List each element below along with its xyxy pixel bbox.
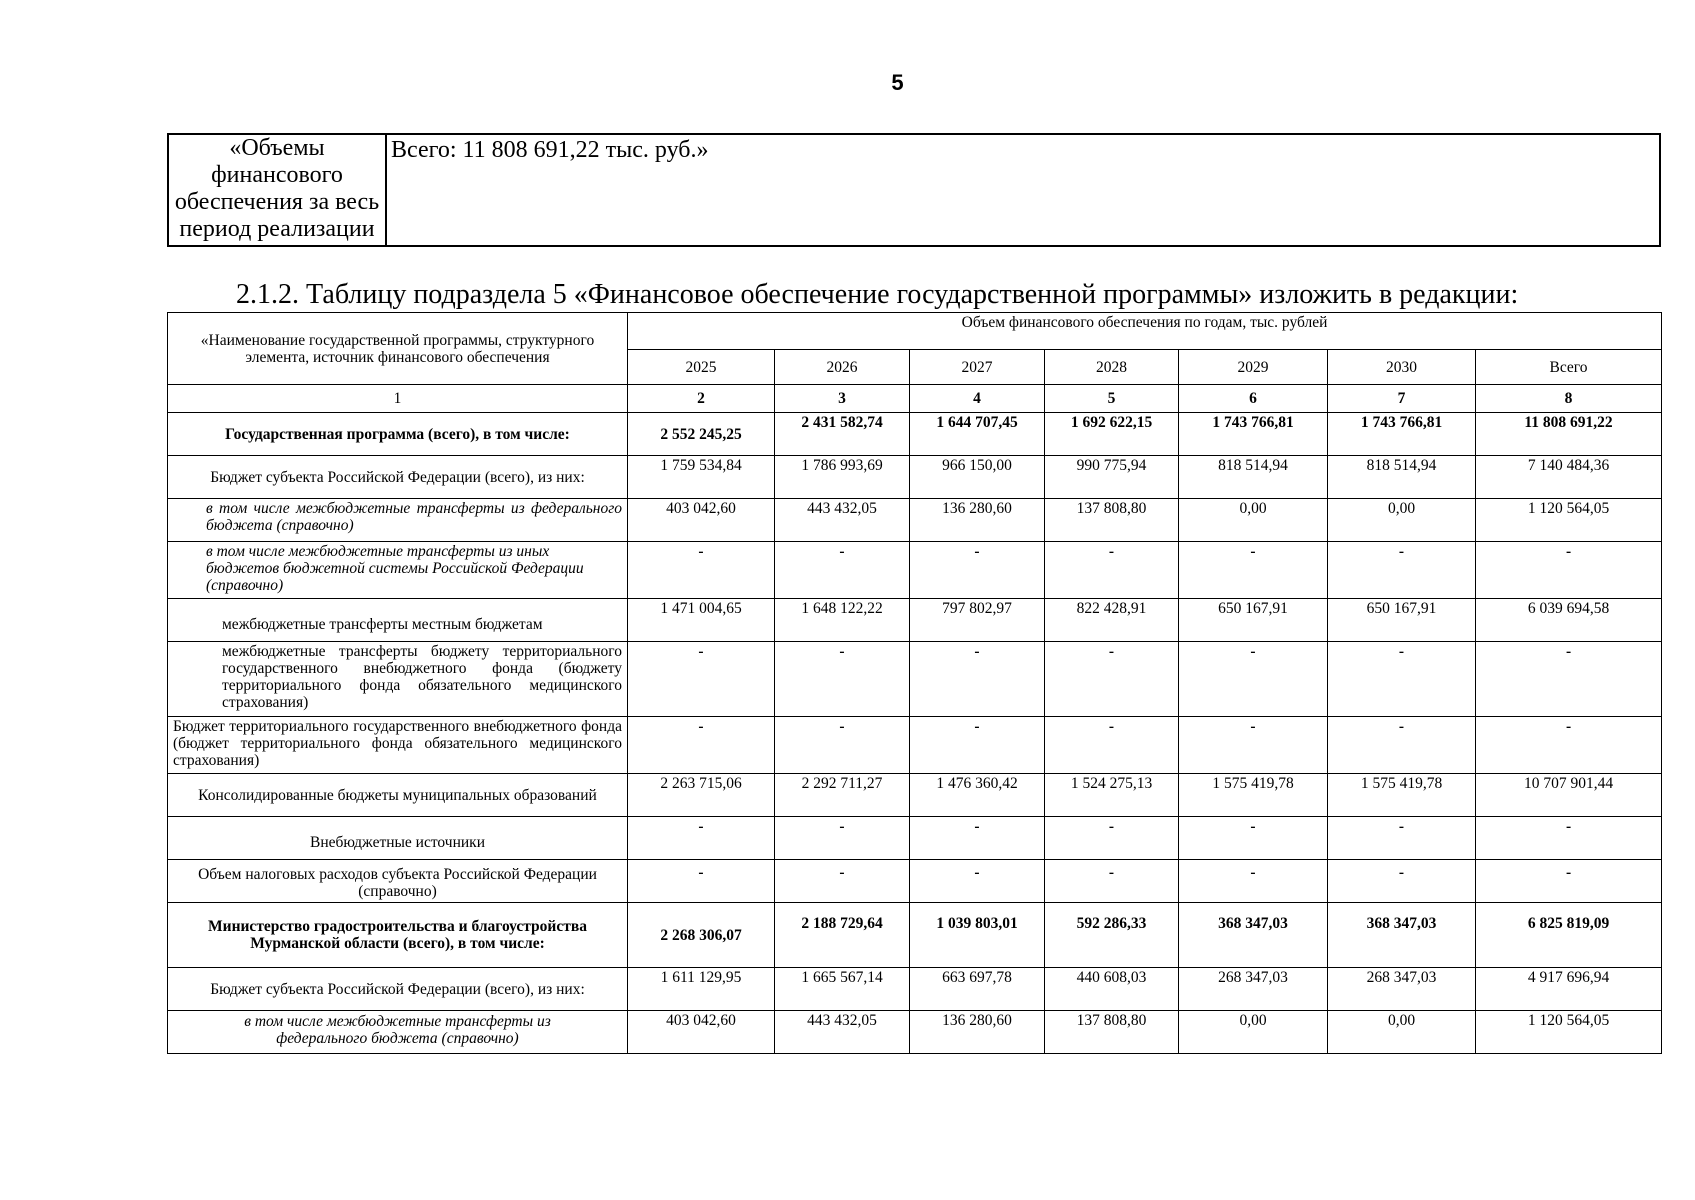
cell-value: 2 188 729,64: [775, 903, 910, 968]
table-row: [168, 499, 1662, 542]
cell-value: -: [1476, 860, 1662, 903]
cell-value: -: [910, 542, 1045, 599]
row-name: в том числе межбюджетные трансферты из федерального бюджета (справочно): [168, 499, 628, 542]
cell-value: 6 825 819,09: [1476, 903, 1662, 968]
page-number: 5: [891, 70, 904, 95]
cell-value: -: [628, 542, 775, 599]
column-number: 7: [1328, 385, 1476, 413]
table-row: [168, 456, 1662, 499]
cell-value: -: [1476, 542, 1662, 599]
cell-value: 137 808,80: [1045, 1011, 1179, 1054]
summary-box: [167, 133, 1661, 247]
cell-value: -: [1476, 817, 1662, 860]
cell-value: -: [775, 817, 910, 860]
volume-column-header: Объем финансового обеспечения по годам, тыс. рублей: [628, 313, 1662, 350]
cell-value: 1 692 622,15: [1045, 413, 1179, 456]
cell-value: -: [775, 542, 910, 599]
cell-value: -: [1179, 817, 1328, 860]
year-header: 2029: [1179, 350, 1328, 385]
cell-value: 10 707 901,44: [1476, 774, 1662, 817]
year-header: 2025: [628, 350, 775, 385]
cell-value: 268 347,03: [1179, 968, 1328, 1011]
cell-value: -: [775, 860, 910, 903]
row-name: Объем налоговых расходов субъекта Российской Федерации (справочно): [168, 860, 628, 903]
cell-value: -: [1328, 642, 1476, 717]
cell-value: -: [1328, 542, 1476, 599]
row-name: Бюджет субъекта Российской Федерации (всего), из них:: [168, 456, 628, 499]
header-row: [168, 313, 1662, 350]
column-number: 1: [168, 385, 628, 413]
cell-value: 822 428,91: [1045, 599, 1179, 642]
table-row: [168, 599, 1662, 642]
cell-value: 2 263 715,06: [628, 774, 775, 817]
cell-value: 592 286,33: [1045, 903, 1179, 968]
cell-value: -: [1045, 817, 1179, 860]
cell-value: -: [1476, 642, 1662, 717]
cell-value: -: [1045, 542, 1179, 599]
table-row: [168, 774, 1662, 817]
cell-value: 1 644 707,45: [910, 413, 1045, 456]
cell-value: 1 476 360,42: [910, 774, 1045, 817]
cell-value: -: [1045, 717, 1179, 774]
cell-value: 2 552 245,25: [628, 413, 775, 456]
row-name: Министерство градостроительства и благоустройства Мурманской области (всего), в том числе:: [168, 903, 628, 968]
row-name: Бюджет территориального государственного внебюджетного фонда (бюджет территориального фонда обязательного медицинского страхования): [168, 717, 628, 774]
cell-value: 966 150,00: [910, 456, 1045, 499]
column-number-row: [168, 385, 1662, 413]
cell-value: -: [1328, 860, 1476, 903]
cell-value: -: [1179, 542, 1328, 599]
row-name: Консолидированные бюджеты муниципальных образований: [168, 774, 628, 817]
cell-value: 403 042,60: [628, 499, 775, 542]
cell-value: -: [910, 860, 1045, 903]
cell-value: 1 039 803,01: [910, 903, 1045, 968]
total-header: Всего: [1476, 350, 1662, 385]
table-row: [168, 1011, 1662, 1054]
cell-value: 7 140 484,36: [1476, 456, 1662, 499]
cell-value: 1 120 564,05: [1476, 499, 1662, 542]
cell-value: 663 697,78: [910, 968, 1045, 1011]
column-number: 2: [628, 385, 775, 413]
year-header: 2030: [1328, 350, 1476, 385]
cell-value: -: [1328, 817, 1476, 860]
cell-value: 1 648 122,22: [775, 599, 910, 642]
cell-value: 650 167,91: [1328, 599, 1476, 642]
table-row: [168, 817, 1662, 860]
cell-value: 268 347,03: [1328, 968, 1476, 1011]
row-name: Внебюджетные источники: [168, 817, 628, 860]
financing-table: [167, 312, 1662, 1054]
year-header: 2026: [775, 350, 910, 385]
cell-value: 2 292 711,27: [775, 774, 910, 817]
cell-value: -: [628, 717, 775, 774]
cell-value: 1 575 419,78: [1179, 774, 1328, 817]
column-number: 6: [1179, 385, 1328, 413]
table-row: [168, 860, 1662, 903]
table-row: [168, 903, 1662, 968]
cell-value: 1 575 419,78: [1328, 774, 1476, 817]
cell-value: 403 042,60: [628, 1011, 775, 1054]
name-column-header: «Наименование государственной программы, структурного элемента, источник финансового обеспечения: [168, 313, 628, 385]
cell-value: 1 743 766,81: [1179, 413, 1328, 456]
cell-value: -: [910, 717, 1045, 774]
table-row: [168, 542, 1662, 599]
cell-value: 2 268 306,07: [628, 903, 775, 968]
cell-value: -: [1179, 642, 1328, 717]
cell-value: 818 514,94: [1328, 456, 1476, 499]
cell-value: 2 431 582,74: [775, 413, 910, 456]
table-row: [168, 413, 1662, 456]
cell-value: -: [910, 642, 1045, 717]
cell-value: 0,00: [1179, 1011, 1328, 1054]
cell-value: 1 524 275,13: [1045, 774, 1179, 817]
cell-value: -: [1045, 642, 1179, 717]
column-number: 3: [775, 385, 910, 413]
cell-value: -: [775, 717, 910, 774]
cell-value: 1 743 766,81: [1328, 413, 1476, 456]
cell-value: 818 514,94: [1179, 456, 1328, 499]
section-heading: 2.1.2. Таблицу подраздела 5 «Финансовое обеспечение государственной программы» изложить в редакции:: [236, 279, 1519, 310]
cell-value: 1 665 567,14: [775, 968, 910, 1011]
cell-value: 990 775,94: [1045, 456, 1179, 499]
cell-value: 440 608,03: [1045, 968, 1179, 1011]
cell-value: -: [628, 860, 775, 903]
cell-value: -: [1045, 860, 1179, 903]
summary-value: Всего: 11 808 691,22 тыс. руб.»: [386, 134, 1660, 246]
column-number: 8: [1476, 385, 1662, 413]
row-name: межбюджетные трансферты местным бюджетам: [168, 599, 628, 642]
cell-value: -: [1179, 860, 1328, 903]
cell-value: 6 039 694,58: [1476, 599, 1662, 642]
cell-value: 136 280,60: [910, 499, 1045, 542]
cell-value: 1 471 004,65: [628, 599, 775, 642]
cell-value: 650 167,91: [1179, 599, 1328, 642]
cell-value: 4 917 696,94: [1476, 968, 1662, 1011]
cell-value: 1 611 129,95: [628, 968, 775, 1011]
column-number: 4: [910, 385, 1045, 413]
cell-value: 368 347,03: [1179, 903, 1328, 968]
row-name: Бюджет субъекта Российской Федерации (всего), из них:: [168, 968, 628, 1011]
cell-value: -: [628, 817, 775, 860]
year-header: 2028: [1045, 350, 1179, 385]
year-header: 2027: [910, 350, 1045, 385]
cell-value: -: [628, 642, 775, 717]
summary-label: «Объемы финансового обеспечения за весь период реализации: [168, 134, 386, 246]
cell-value: 11 808 691,22: [1476, 413, 1662, 456]
cell-value: 368 347,03: [1328, 903, 1476, 968]
cell-value: -: [1328, 717, 1476, 774]
table-row: [168, 642, 1662, 717]
cell-value: 136 280,60: [910, 1011, 1045, 1054]
cell-value: 1 759 534,84: [628, 456, 775, 499]
row-name: Государственная программа (всего), в том числе:: [168, 413, 628, 456]
cell-value: -: [1179, 717, 1328, 774]
cell-value: 1 120 564,05: [1476, 1011, 1662, 1054]
cell-value: 0,00: [1328, 499, 1476, 542]
cell-value: 0,00: [1328, 1011, 1476, 1054]
cell-value: 1 786 993,69: [775, 456, 910, 499]
row-name: в том числе межбюджетные трансферты из иных бюджетов бюджетной системы Российской Федерации (справочно): [168, 542, 628, 599]
cell-value: 443 432,05: [775, 499, 910, 542]
cell-value: -: [1476, 717, 1662, 774]
column-number: 5: [1045, 385, 1179, 413]
cell-value: 0,00: [1179, 499, 1328, 542]
cell-value: -: [775, 642, 910, 717]
cell-value: 137 808,80: [1045, 499, 1179, 542]
table-row: [168, 968, 1662, 1011]
table-row: [168, 717, 1662, 774]
row-name: межбюджетные трансферты бюджету территориального государственного внебюджетного фонда (бюджету территориального фонда обязательного медицинского страхования): [168, 642, 628, 717]
cell-value: -: [910, 817, 1045, 860]
cell-value: 443 432,05: [775, 1011, 910, 1054]
cell-value: 797 802,97: [910, 599, 1045, 642]
row-name: в том числе межбюджетные трансферты из федерального бюджета (справочно): [168, 1011, 628, 1054]
